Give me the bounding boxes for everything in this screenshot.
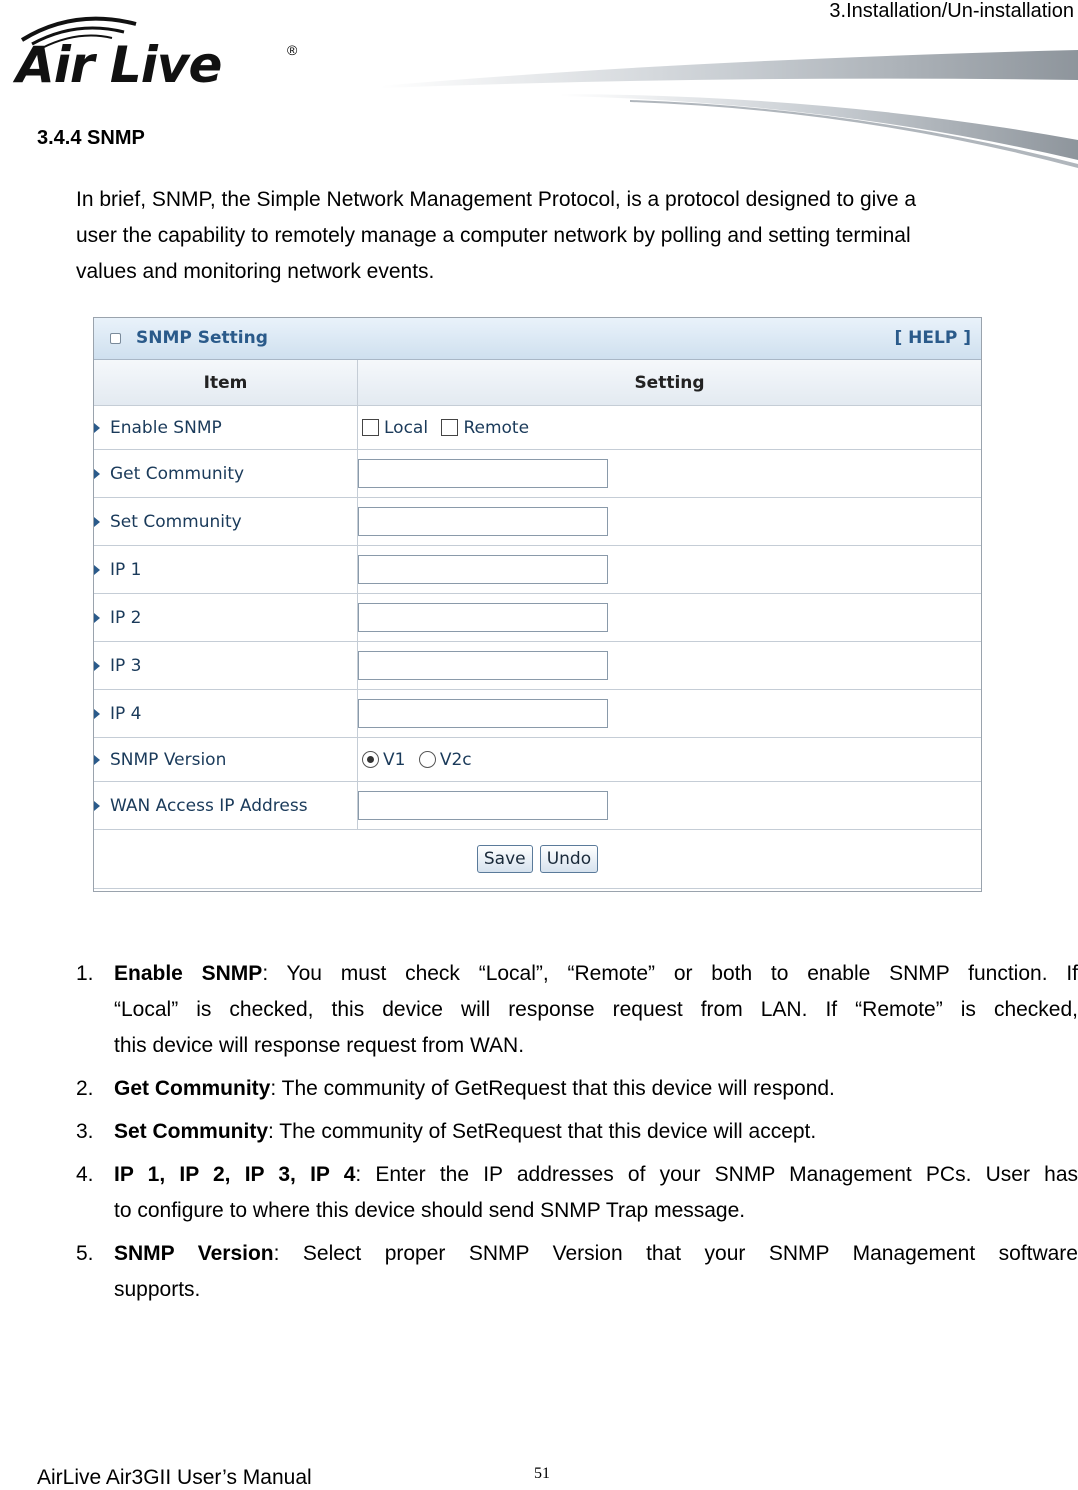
header-swoosh — [380, 40, 1078, 170]
v2c-label: V2c — [439, 749, 472, 770]
definition-line: : Enter the IP addresses of your SNMP Management PCs. User has — [355, 1163, 1078, 1186]
list-number: 3. — [76, 1120, 94, 1143]
list-item — [76, 1236, 1078, 1308]
table-row — [94, 406, 981, 450]
v1-radio[interactable] — [362, 751, 379, 768]
definition-line: “Local” is checked, this device will response request from LAN. If “Remote” is checked, — [114, 998, 1078, 1021]
remote-label: Remote — [463, 417, 530, 438]
v2c-radio[interactable] — [419, 751, 436, 768]
page-number: 51 — [534, 1465, 550, 1482]
term: IP 1, IP 2, IP 3, IP 4 — [114, 1163, 356, 1186]
row-label: SNMP Version — [110, 749, 227, 770]
manual-title: AirLive Air3GII User’s Manual — [37, 1466, 312, 1489]
triangle-right-icon — [94, 801, 100, 811]
list-number: 1. — [76, 962, 94, 985]
row-label: WAN Access IP Address — [110, 795, 308, 816]
help-link[interactable]: [ HELP ] — [894, 328, 971, 348]
list-number: 4. — [76, 1163, 94, 1186]
term: Enable SNMP — [114, 962, 263, 985]
chapter-header: 3.Installation/Un-installation — [829, 0, 1074, 22]
table-row — [94, 450, 981, 498]
intro-line: values and monitoring network events. — [76, 260, 435, 283]
logo-wordmark: Air Live — [16, 36, 222, 94]
wan-access-ip-input[interactable] — [358, 791, 608, 820]
definition-line: this device will response request from WAN. — [114, 1034, 525, 1057]
list-item — [76, 956, 1078, 1064]
table-row — [94, 594, 981, 642]
triangle-right-icon — [94, 661, 100, 671]
panel-bullet-icon — [110, 333, 121, 344]
button-row — [94, 830, 981, 889]
definition-line: : You must check “Local”, “Remote” or both to enable SNMP function. If — [262, 962, 1078, 985]
triangle-right-icon — [94, 469, 100, 479]
panel-header — [94, 318, 981, 360]
term: SNMP Version — [114, 1242, 274, 1265]
definition-line: : The community of GetRequest that this device will respond. — [270, 1077, 835, 1100]
triangle-right-icon — [94, 565, 100, 575]
list-number: 5. — [76, 1242, 94, 1265]
triangle-right-icon — [94, 613, 100, 623]
snmp-setting-panel — [93, 317, 982, 892]
row-label: IP 1 — [110, 559, 142, 580]
column-header-item: Item — [94, 360, 358, 406]
column-header-setting: Setting — [358, 360, 982, 406]
local-checkbox[interactable] — [362, 419, 379, 436]
table-row — [94, 642, 981, 690]
row-label: IP 2 — [110, 607, 142, 628]
definition-line: : The community of SetRequest that this device will accept. — [268, 1120, 817, 1143]
ip2-input[interactable] — [358, 603, 608, 632]
undo-button[interactable]: Undo — [540, 845, 598, 873]
term: Set Community — [114, 1120, 269, 1143]
definition-line: to configure to where this device should send SNMP Trap message. — [114, 1199, 746, 1222]
term: Get Community — [114, 1077, 271, 1100]
registered-mark: ® — [287, 42, 298, 58]
settings-table — [94, 360, 981, 889]
table-row — [94, 498, 981, 546]
list-item — [76, 1114, 1078, 1150]
intro-paragraph — [76, 182, 1078, 290]
remote-checkbox[interactable] — [441, 419, 458, 436]
save-button[interactable]: Save — [477, 845, 533, 873]
triangle-right-icon — [94, 423, 100, 433]
triangle-right-icon — [94, 755, 100, 765]
panel-title: SNMP Setting — [136, 328, 268, 348]
list-item — [76, 1157, 1078, 1229]
definition-line: supports. — [114, 1278, 201, 1301]
row-label: Enable SNMP — [110, 417, 222, 438]
table-row — [94, 546, 981, 594]
row-label: Get Community — [110, 463, 245, 484]
ip1-input[interactable] — [358, 555, 608, 584]
ip4-input[interactable] — [358, 699, 608, 728]
airlive-logo — [14, 10, 314, 100]
intro-line: In brief, SNMP, the Simple Network Management Protocol, is a protocol designed to give a — [76, 188, 917, 211]
set-community-input[interactable] — [358, 507, 608, 536]
intro-line: user the capability to remotely manage a computer network by polling and setting terminal — [76, 224, 911, 247]
list-item — [76, 1071, 1078, 1107]
v1-label: V1 — [383, 749, 406, 770]
row-label: IP 4 — [110, 703, 142, 724]
get-community-input[interactable] — [358, 459, 608, 488]
triangle-right-icon — [94, 709, 100, 719]
row-label: Set Community — [110, 511, 242, 532]
list-number: 2. — [76, 1077, 94, 1100]
triangle-right-icon — [94, 517, 100, 527]
table-row — [94, 690, 981, 738]
table-row — [94, 738, 981, 782]
description-list — [76, 956, 1078, 1315]
row-label: IP 3 — [110, 655, 142, 676]
local-label: Local — [384, 417, 429, 438]
section-title: 3.4.4 SNMP — [37, 127, 145, 149]
ip3-input[interactable] — [358, 651, 608, 680]
table-row — [94, 782, 981, 830]
definition-line: : Select proper SNMP Version that your SNMP Management software — [273, 1242, 1078, 1265]
